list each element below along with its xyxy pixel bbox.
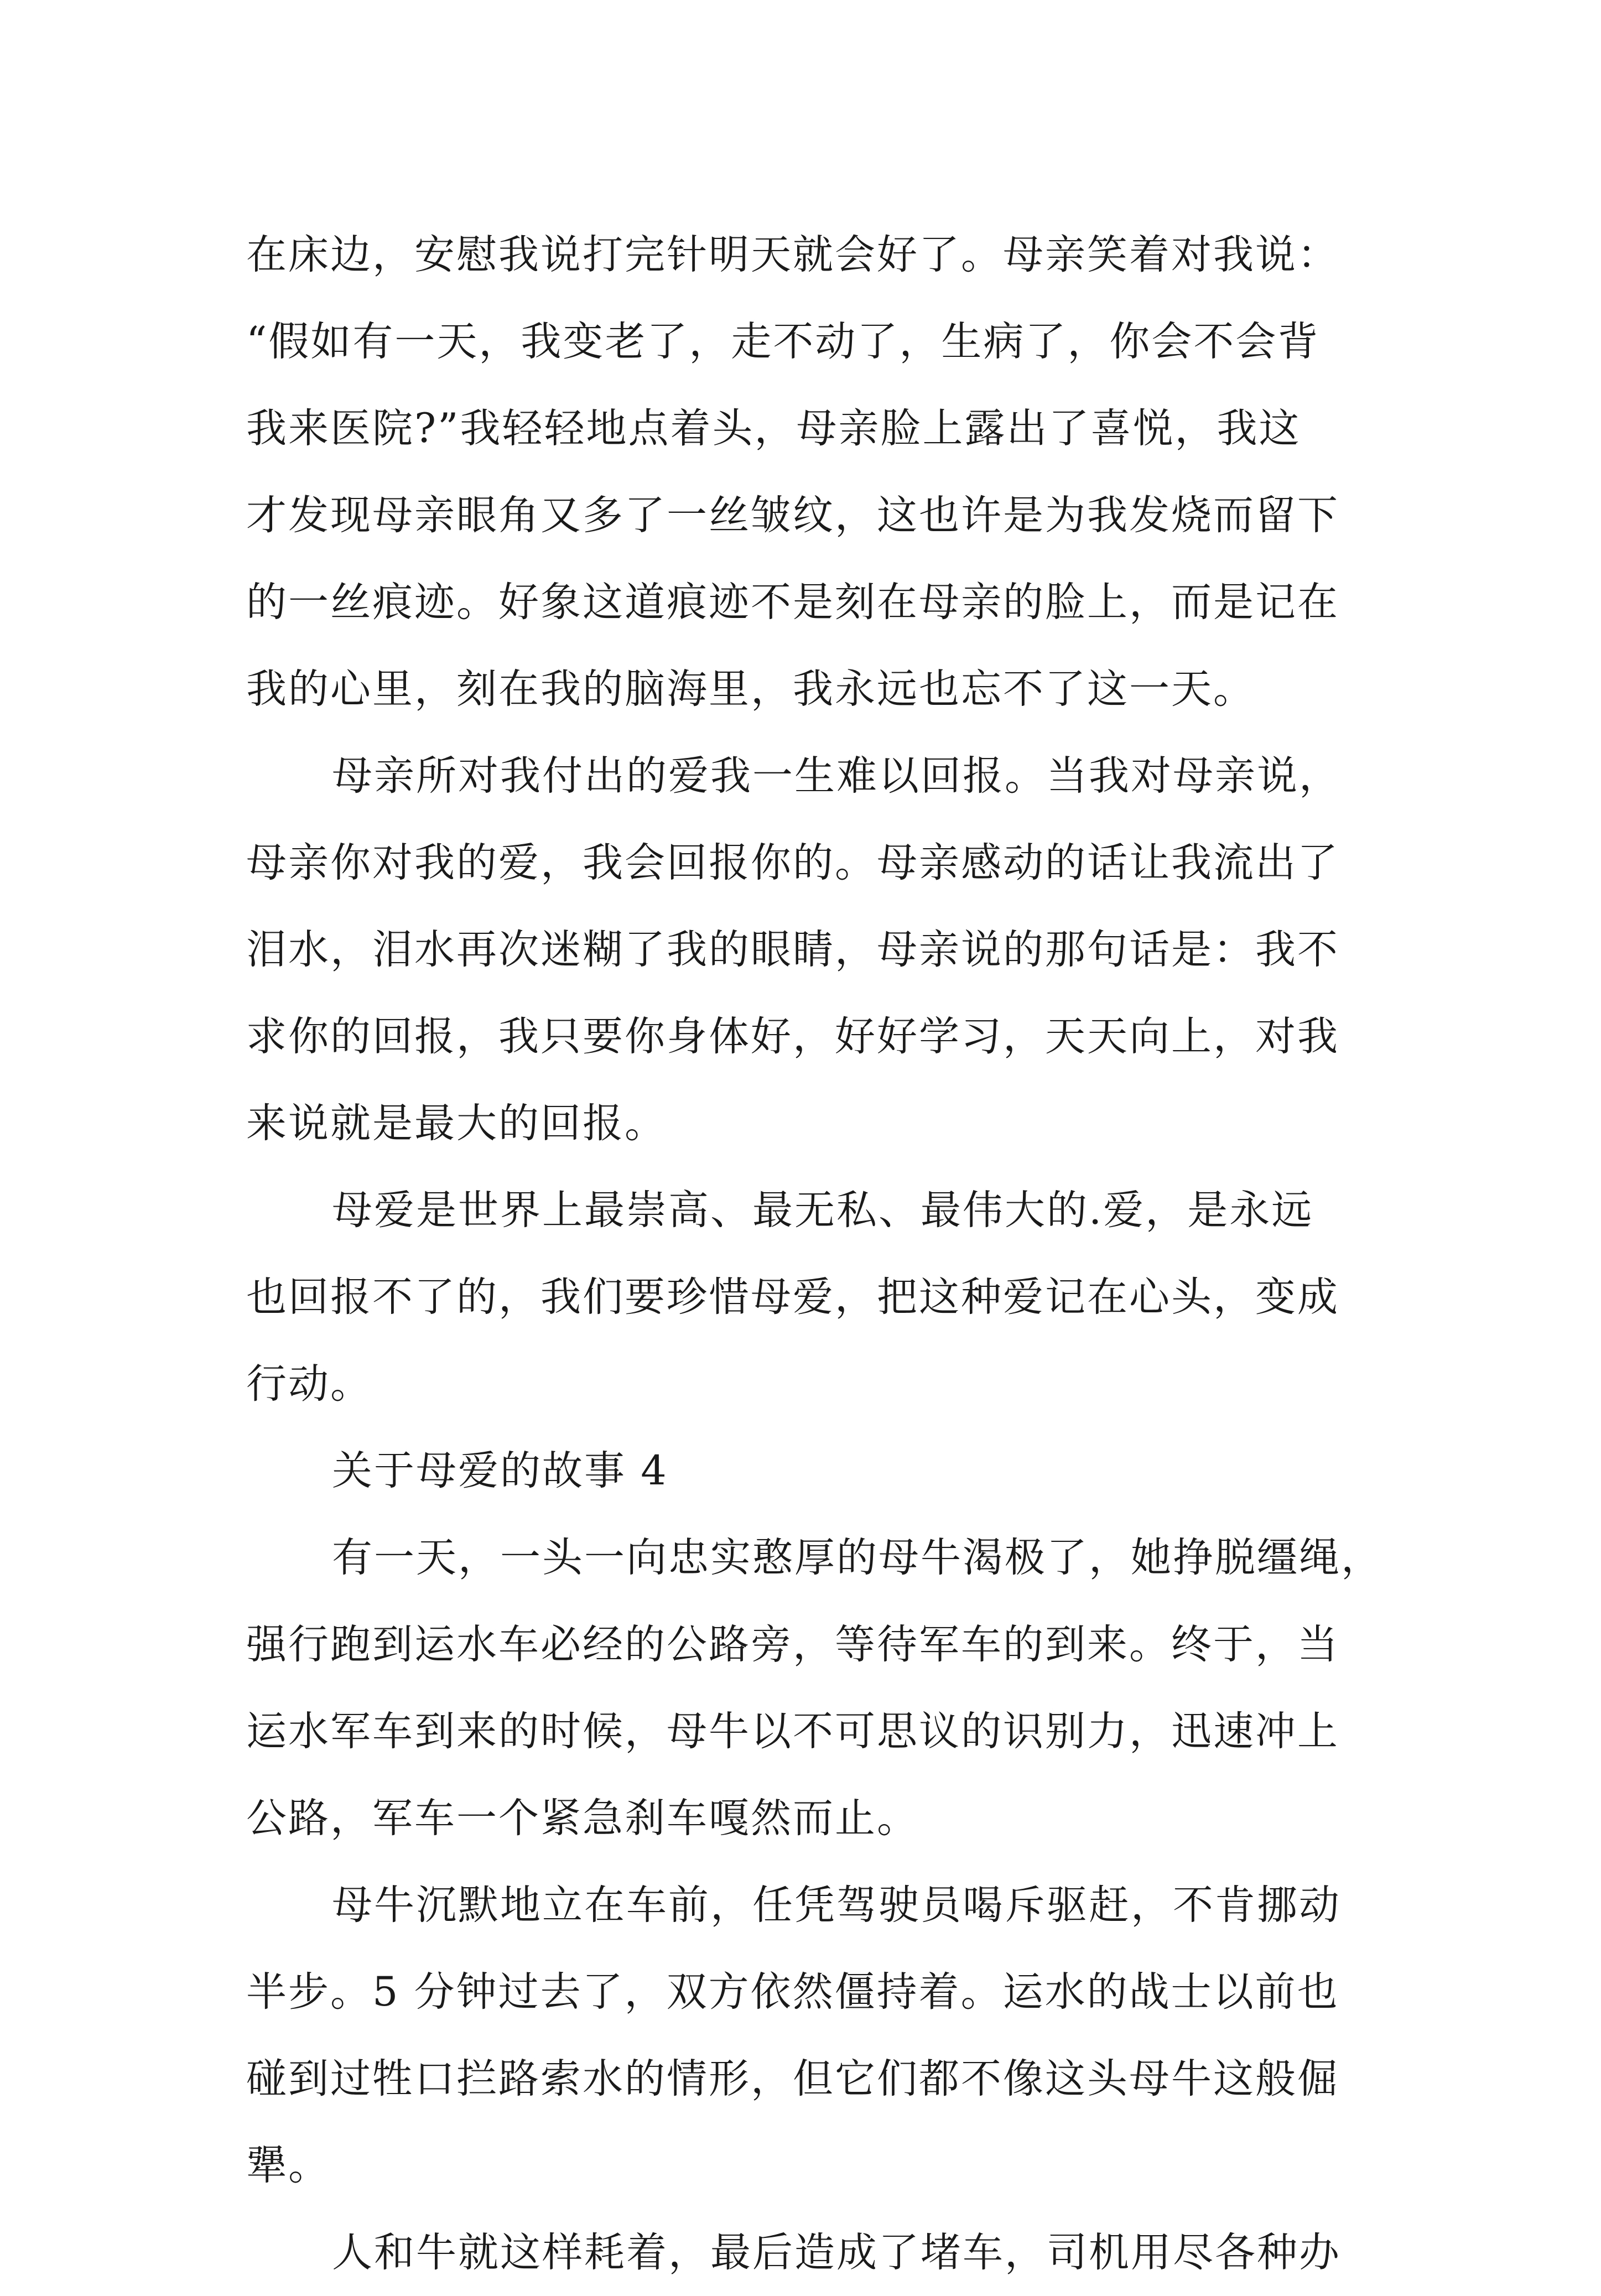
text-line: 我来医院?”我轻轻地点着头，母亲脸上露出了喜悦，我这 xyxy=(246,405,1301,452)
paragraph-first-line: 母亲所对我付出的爱我一生难以回报。当我对母亲说， xyxy=(332,752,1341,799)
text-line: 在床边，安慰我说打完针明天就会好了。母亲笑着对我说： xyxy=(246,231,1339,278)
text-line: 公路，军车一个紧急刹车嘎然而止。 xyxy=(246,1795,919,1842)
text-line: 的一丝痕迹。好象这道痕迹不是刻在母亲的脸上，而是记在 xyxy=(246,579,1339,626)
text-line: 碰到过牲口拦路索水的情形，但它们都不像这头母牛这般倔 xyxy=(246,2055,1339,2102)
text-line: 半步。5 分钟过去了，双方依然僵持着。运水的战士以前也 xyxy=(246,1968,1339,2016)
text-line: 也回报不了的，我们要珍惜母爱，把这种爱记在心头，变成 xyxy=(246,1274,1339,1321)
text-line: 母亲你对我的爱，我会回报你的。母亲感动的话让我流出了 xyxy=(246,839,1339,886)
document-body xyxy=(246,211,1383,2296)
text-line: 犟。 xyxy=(246,2142,330,2189)
paragraph-first-line: 母牛沉默地立在车前，任凭驾驶员喝斥驱赶，不肯挪动 xyxy=(332,1882,1341,1929)
text-line: 泪水，泪水再次迷糊了我的眼睛，母亲说的那句话是：我不 xyxy=(246,926,1339,973)
text-line: “假如有一天，我变老了，走不动了，生病了，你会不会背 xyxy=(246,318,1320,365)
text-line: 才发现母亲眼角又多了一丝皱纹，这也许是为我发烧而留下 xyxy=(246,492,1339,539)
text-line: 运水军车到来的时候，母牛以不可思议的识别力，迅速冲上 xyxy=(246,1708,1339,1755)
paragraph-first-line: 有一天，一头一向忠实憨厚的母牛渴极了，她挣脱缰绳， xyxy=(332,1534,1383,1581)
text-line: 行动。 xyxy=(246,1360,372,1407)
text-line: 求你的回报，我只要你身体好，好好学习，天天向上，对我 xyxy=(246,1013,1339,1060)
text-line: 来说就是最大的回报。 xyxy=(246,1100,667,1147)
text-line: 我的心里，刻在我的脑海里，我永远也忘不了这一天。 xyxy=(246,666,1255,713)
section-heading: 关于母爱的故事 4 xyxy=(332,1447,668,1494)
paragraph-first-line: 人和牛就这样耗着，最后造成了堵车，司机用尽各种办 xyxy=(332,2229,1341,2276)
paragraph-first-line: 母爱是世界上最崇高、最无私、最伟大的.爱，是永远 xyxy=(332,1187,1314,1234)
text-line: 强行跑到运水车必经的公路旁，等待军车的到来。终于，当 xyxy=(246,1621,1339,1668)
